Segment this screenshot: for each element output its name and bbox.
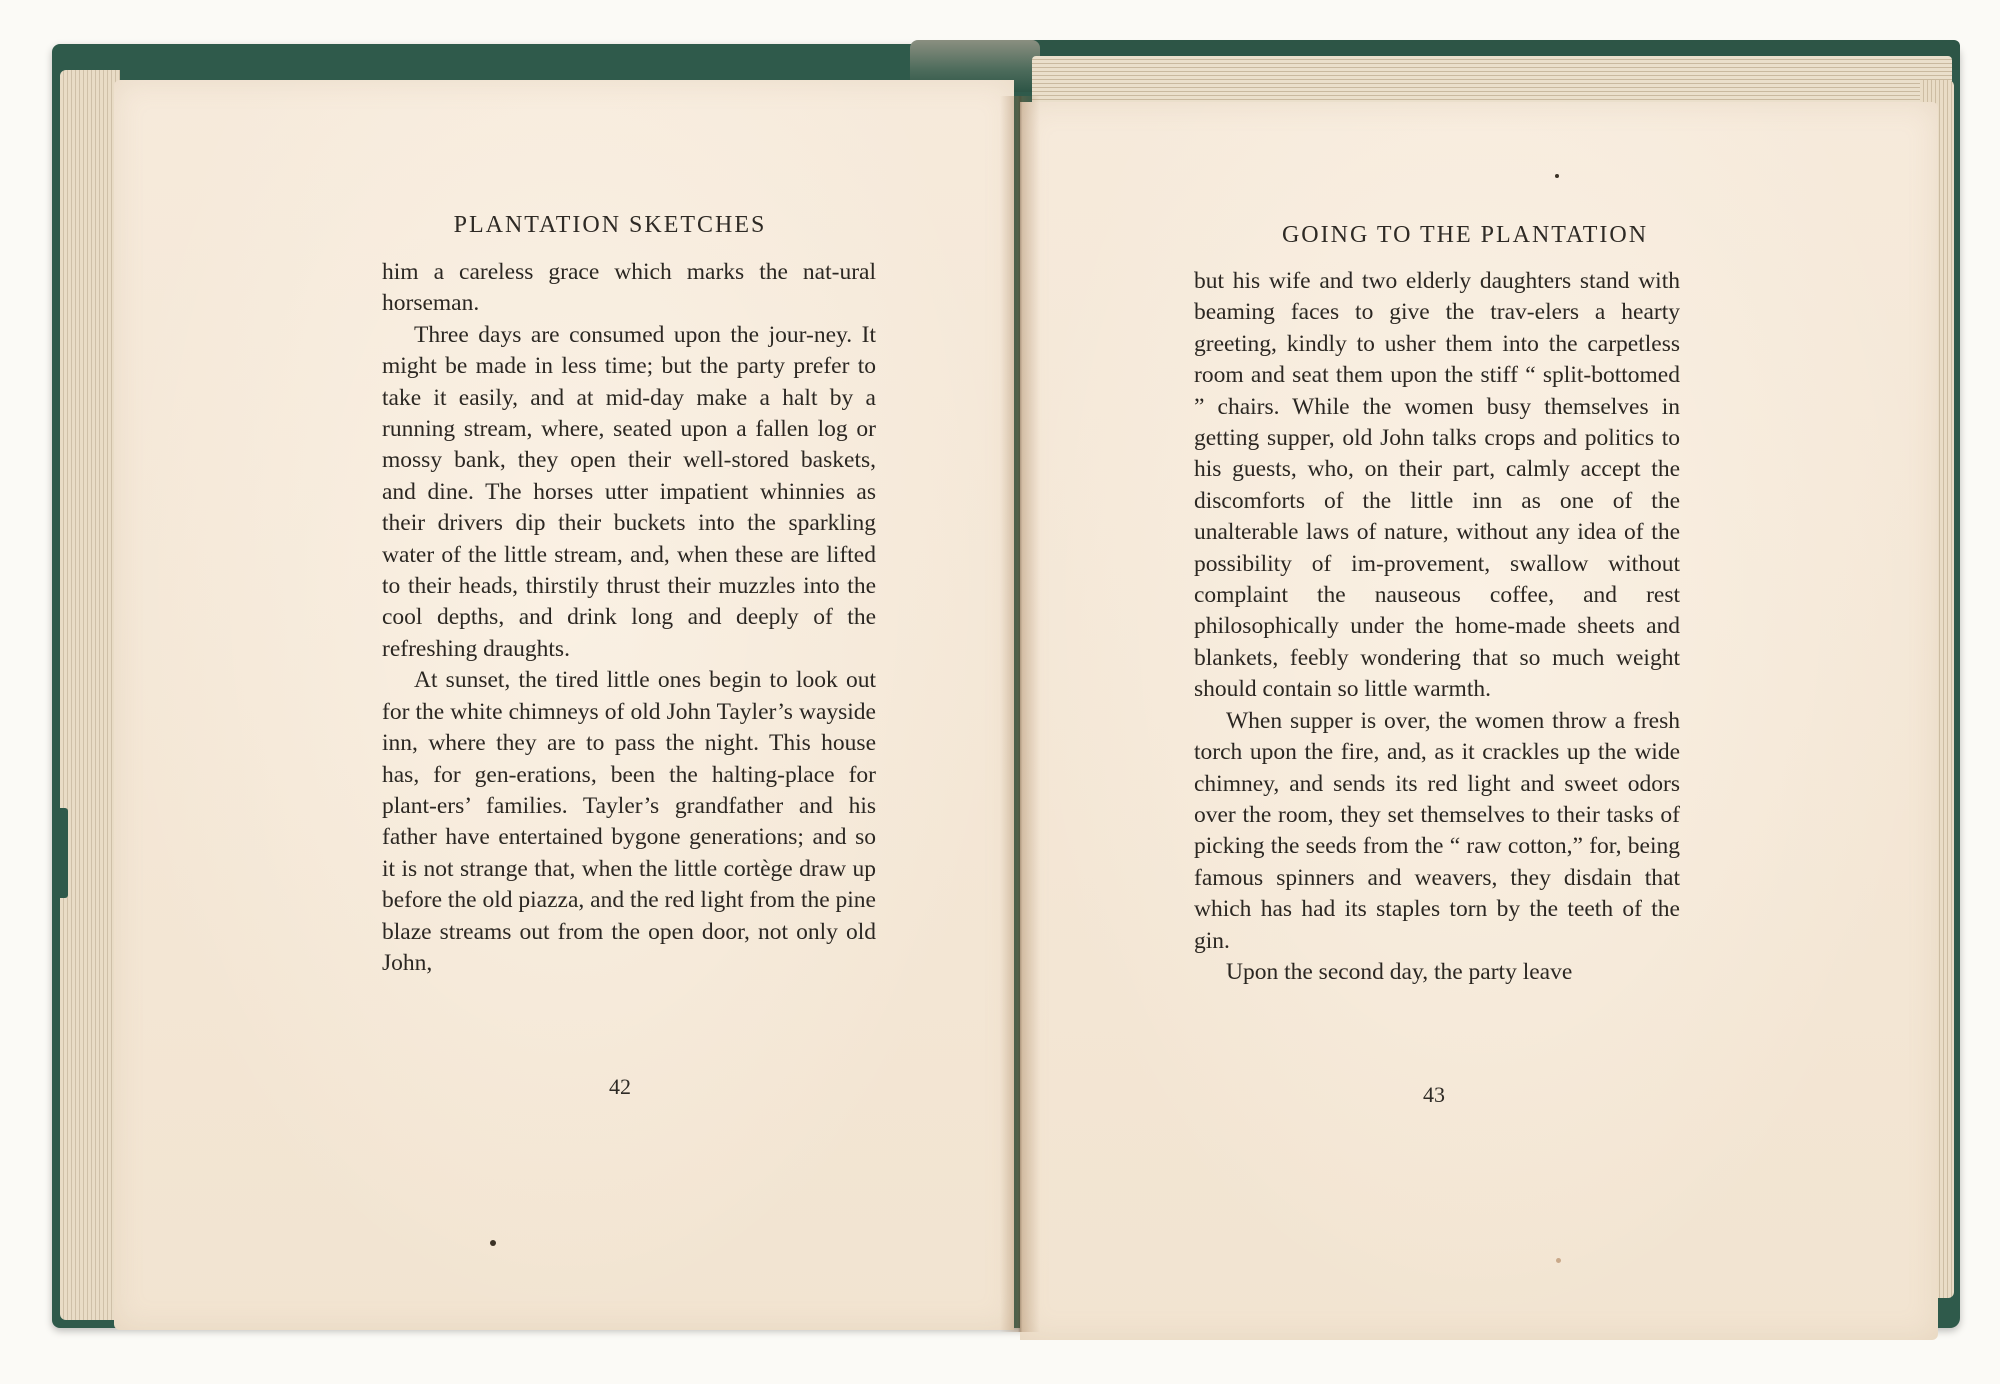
right-paragraph-2: When supper is over, the women throw a fresh torch upon the fire, and, as it crackles up the wide chimney, and sends its red light and sweet odors over the room, they set themselves to their tasks of picking the seeds from the “ raw cotton,” for, being famous spinners and weavers, they disdain that which has had its staples torn by the teeth of the gin. (1194, 707, 1680, 954)
left-paragraph-3: At sunset, the tired little ones begin to look out for the white chimneys of old John Tayler’s wayside inn, where they are to pass the night. This house has, for gen-erations, been the halting-place for plant-ers’ families. Tayler’s grandfather and his father have entertained bygone generations; and so it is not strange that, when the little cortège draw up before the old piazza, and the red light from the pine blaze streams out from the open door, not only old John, (382, 667, 876, 976)
ink-speck (490, 1240, 496, 1246)
ink-speck (1555, 174, 1559, 178)
left-page-text (382, 257, 876, 979)
right-running-head: GOING TO THE PLANTATION (1281, 222, 1649, 248)
foxing-spot (1556, 1258, 1561, 1263)
left-running-head: PLANTATION SKETCHES (453, 212, 767, 238)
right-page-number: 43 (1423, 1082, 1445, 1107)
left-page-number: 42 (609, 1074, 631, 1099)
page-edges-left (60, 70, 120, 1320)
right-paragraph-3: Upon the second day, the party leave (1226, 958, 1573, 985)
right-page-text (1194, 266, 1680, 988)
book-gutter (1000, 96, 1040, 1332)
left-paragraph-1: him a careless grace which marks the nat-ural horseman. (382, 259, 876, 317)
cover-tab (52, 808, 68, 898)
left-paragraph-2: Three days are consumed upon the jour-ney. It might be made in less time; but the party prefer to take it easily, and at mid-day make a halt by a running stream, where, seated upon a fallen log or mossy bank, they open their well-stored baskets, and dine. The horses utter impatient whinnies as their drivers dip their buckets into the sparkling water of the little stream, and, when these are lifted to their heads, thirstily thrust their muzzles into the cool depths, and drink long and deeply of the refreshing draughts. (382, 321, 876, 662)
page-edges-top (1032, 56, 1952, 108)
right-paragraph-1: but his wife and two elderly daughters stand with beaming faces to give the trav-elers a hearty greeting, kindly to usher them into the carpetless room and seat them upon the stiff “ split-bottomed ” chairs. While the women busy themselves in getting supper, old John talks crops and politics to his guests, who, on their part, calmly accept the discomforts of the little inn as one of the unalterable laws of nature, without any idea of the possibility of im-provement, swallow without complaint the nauseous coffee, and rest philosophically under the home-made sheets and blankets, feebly wondering that so much weight should contain so little warmth. (1194, 268, 1680, 703)
